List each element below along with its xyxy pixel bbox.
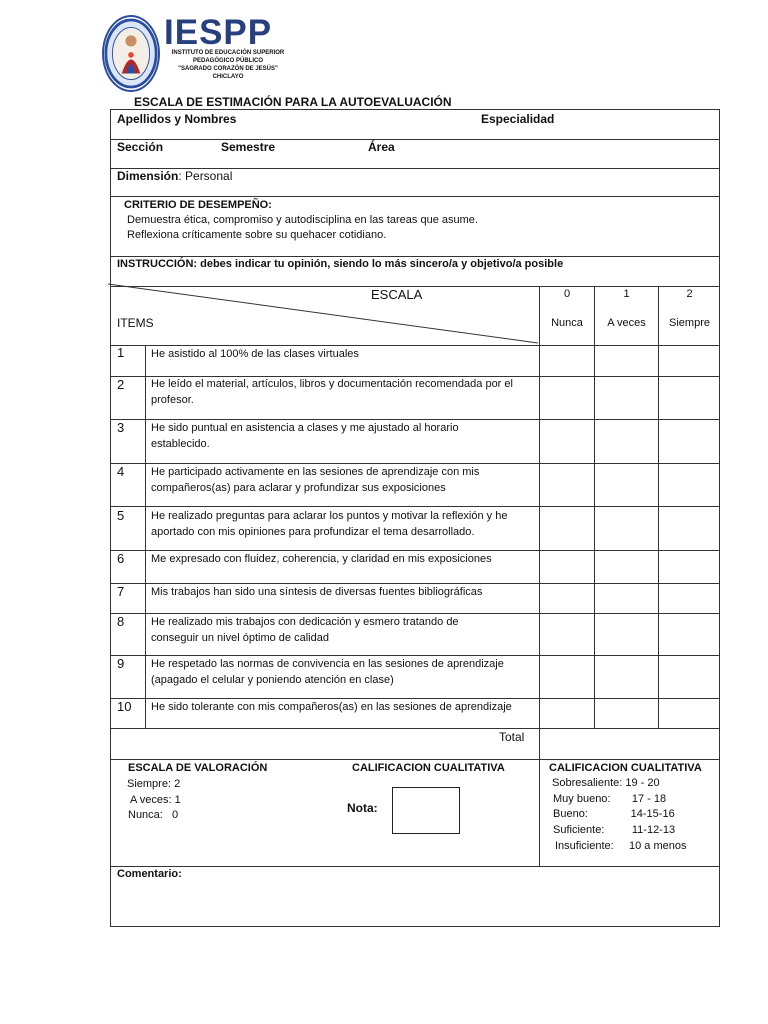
field-seccion[interactable]: Sección xyxy=(117,140,164,154)
brand-name: IESPP xyxy=(164,13,273,52)
divider xyxy=(539,286,540,866)
divider xyxy=(110,139,720,140)
divider xyxy=(110,759,720,760)
scale-col-0-num: 0 xyxy=(563,288,571,300)
divider xyxy=(110,728,720,729)
diagonal-divider xyxy=(108,282,542,346)
item-text: He sido puntual en asistencia a clases y me ajustado al horario establecido. xyxy=(151,422,459,450)
valoracion-aveces: A veces: 1 xyxy=(130,794,181,806)
scale-col-0-label: Nunca xyxy=(551,317,583,329)
nota-label: Nota: xyxy=(347,801,378,815)
divider xyxy=(110,506,720,507)
institution-logo xyxy=(102,15,292,92)
calif-row: Bueno: 14-15-16 xyxy=(553,808,675,820)
item-text: He leído el material, artículos, libros y documentación recomendada por el profesor. xyxy=(151,378,513,406)
item-number: 1 xyxy=(117,345,125,360)
field-semestre[interactable]: Semestre xyxy=(221,140,276,154)
divider xyxy=(110,866,720,867)
item-number: 4 xyxy=(117,464,125,479)
calif-row: Suficiente: 11-12-13 xyxy=(553,824,676,836)
item-text: He sido tolerante con mis compañeros(as) en las sesiones de aprendizaje xyxy=(151,701,512,713)
item-text: Mis trabajos han sido una síntesis de diversas fuentes bibliográficas xyxy=(151,586,483,598)
brand-line-2: PEDAGÓGICO PÚBLICO xyxy=(192,58,263,64)
item-number: 9 xyxy=(117,656,125,671)
item-number: 6 xyxy=(117,551,125,566)
field-nombres[interactable]: Apellidos y Nombres xyxy=(117,112,237,126)
scale-col-2-num: 2 xyxy=(686,288,693,300)
scale-col-1-num: 1 xyxy=(623,288,630,300)
scale-col-2-label: Siempre xyxy=(669,317,710,329)
scale-col-1-label: A veces xyxy=(607,317,646,329)
item-text: He asistido al 100% de las clases virtuales xyxy=(151,348,359,360)
brand-line-4: CHICLAYO xyxy=(212,74,244,80)
divider xyxy=(594,286,595,728)
sacred-heart-seal-icon xyxy=(102,15,160,92)
calif-mid-label: CALIFICACION CUALITATIVA xyxy=(352,762,505,774)
valoracion-siempre: Siempre: 2 xyxy=(127,778,181,790)
item-text: Me expresado con fluidez, coherencia, y claridad en mis exposiciones xyxy=(151,553,492,565)
dimension-value: : Personal xyxy=(178,169,233,183)
item-number: 7 xyxy=(117,584,125,599)
item-text: He realizado mis trabajos con dedicación y esmero tratando de conseguir un nivel óptimo de calidad xyxy=(151,616,459,644)
item-number: 5 xyxy=(117,508,125,523)
escala-label: ESCALA xyxy=(371,287,423,302)
items-label: ITEMS xyxy=(117,316,154,330)
criterio-label: CRITERIO DE DESEMPEÑO: xyxy=(124,199,272,211)
calif-row: Insuficiente: 10 a menos xyxy=(555,840,687,852)
nota-input-box[interactable] xyxy=(392,787,460,834)
total-label: Total xyxy=(499,730,525,744)
divider xyxy=(145,345,146,728)
field-especialidad[interactable]: Especialidad xyxy=(481,112,555,126)
calif-right-label: CALIFICACION CUALITATIVA xyxy=(549,762,702,774)
dimension-label: Dimensión xyxy=(117,169,179,183)
criterio-line-2: Reflexiona críticamente sobre su quehacer cotidiano. xyxy=(127,229,387,241)
instruccion: INSTRUCCIÓN: debes indicar tu opinión, siendo lo más sincero/a y objetivo/a posible xyxy=(117,258,564,270)
document-title: ESCALA DE ESTIMACIÓN PARA LA AUTOEVALUACIÓN xyxy=(134,95,452,109)
brand-line-3: "SAGRADO CORAZÓN DE JESÚS" xyxy=(178,66,278,72)
valoracion-nunca: Nunca: 0 xyxy=(128,809,179,821)
item-number: 3 xyxy=(117,420,125,435)
field-dimension xyxy=(117,169,232,183)
item-number: 8 xyxy=(117,614,125,629)
brand-line-1: INSTITUTO DE EDUCACIÓN SUPERIOR xyxy=(171,50,285,56)
comentario-label[interactable]: Comentario: xyxy=(117,868,182,880)
item-text: He respetado las normas de convivencia en las sesiones de aprendizaje (apagado el celular y poniendo atención en clase) xyxy=(151,658,504,686)
divider xyxy=(110,196,720,197)
item-text: He realizado preguntas para aclarar los puntos y motivar la reflexión y he aportado con mis opiniones para profundizar el tema desarrollado. xyxy=(151,510,508,538)
item-number: 10 xyxy=(117,699,132,714)
item-number: 2 xyxy=(117,377,125,392)
divider xyxy=(658,286,659,728)
calif-row: Muy bueno: 17 - 18 xyxy=(553,793,667,805)
calif-row: Sobresaliente: 19 - 20 xyxy=(552,777,660,789)
item-text: He participado activamente en las sesiones de aprendizaje con mis compañeros(as) para aclarar y profundizar sus exposiciones xyxy=(151,466,480,494)
field-area[interactable]: Área xyxy=(368,140,395,154)
criterio-line-1: Demuestra ética, compromiso y autodisciplina en las tareas que asume. xyxy=(127,214,478,226)
valoracion-label: ESCALA DE VALORACIÓN xyxy=(128,762,268,774)
